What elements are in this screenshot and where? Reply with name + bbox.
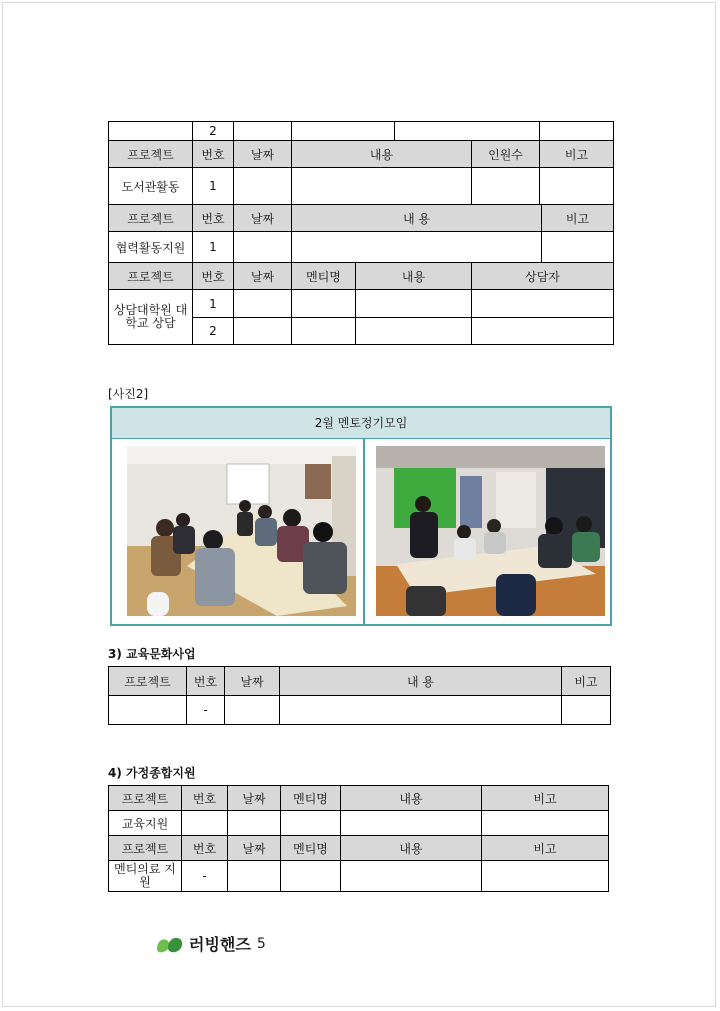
project-name: 도서관활동 xyxy=(109,168,193,205)
table-header-row xyxy=(109,667,611,696)
project-name: 상담대학원 대학교 상담 xyxy=(109,290,193,345)
col-header: 비고 xyxy=(542,205,614,232)
photo-section-label: [사진2] xyxy=(108,387,149,401)
table-cell xyxy=(109,122,193,141)
col-header: 내용 xyxy=(356,263,472,290)
col-header: 날짜 xyxy=(225,667,280,696)
col-header: 번호 xyxy=(193,141,234,168)
col-header: 비고 xyxy=(482,786,609,811)
table-header-row xyxy=(109,263,614,290)
col-header: 프로젝트 xyxy=(109,205,193,232)
col-header: 번호 xyxy=(193,263,234,290)
col-header: 번호 xyxy=(193,205,234,232)
row-number: 2 xyxy=(193,122,234,141)
col-header: 멘티명 xyxy=(281,786,341,811)
col-header: 멘티명 xyxy=(281,836,341,861)
col-header: 번호 xyxy=(182,836,228,861)
meeting-photo-right-image xyxy=(376,446,605,616)
col-header: 내 용 xyxy=(292,205,542,232)
table-header-row xyxy=(109,205,614,232)
photo-divider xyxy=(363,439,365,624)
col-header: 멘티명 xyxy=(292,263,356,290)
table-row xyxy=(109,811,609,836)
col-header: 번호 xyxy=(182,786,228,811)
photo-panel xyxy=(110,406,612,626)
col-header: 내용 xyxy=(292,141,472,168)
project-name: 협력활동지원 xyxy=(109,232,193,263)
table-row xyxy=(109,290,614,318)
hands-logo-icon xyxy=(155,933,185,955)
table-row xyxy=(109,122,614,141)
col-header: 내 용 xyxy=(280,667,562,696)
table-row xyxy=(109,168,614,205)
col-header: 날짜 xyxy=(234,263,292,290)
col-header: 비고 xyxy=(540,141,614,168)
logo-text: 러빙핸즈 xyxy=(189,935,251,954)
meeting-photo-left xyxy=(127,446,356,616)
col-header: 프로젝트 xyxy=(109,263,193,290)
col-header: 날짜 xyxy=(228,786,281,811)
activity-table-top xyxy=(108,121,614,345)
meeting-photo-right xyxy=(376,446,605,616)
table-row xyxy=(109,861,609,892)
meeting-photo-left-image xyxy=(127,446,356,616)
row-number: 1 xyxy=(193,168,234,205)
col-header: 프로젝트 xyxy=(109,667,187,696)
family-section-label: 4) 가정종합지원 xyxy=(108,766,196,780)
col-header: 번호 xyxy=(187,667,225,696)
col-header: 비고 xyxy=(562,667,611,696)
row-number: - xyxy=(187,696,225,725)
table-header-row xyxy=(109,786,609,811)
col-header: 날짜 xyxy=(234,141,292,168)
page-number: 5 xyxy=(256,935,266,952)
table-row xyxy=(109,232,614,263)
table-row xyxy=(109,696,611,725)
project-name: 멘티의료 지원 xyxy=(109,861,182,892)
row-number: 2 xyxy=(193,318,234,345)
edu-section-label: 3) 교육문화사업 xyxy=(108,647,196,661)
col-header: 프로젝트 xyxy=(109,836,182,861)
photo-title: 2월 멘토정기모임 xyxy=(112,408,610,439)
col-header: 비고 xyxy=(482,836,609,861)
row-number: 1 xyxy=(193,290,234,318)
col-header: 프로젝트 xyxy=(109,141,193,168)
col-header: 내용 xyxy=(341,786,482,811)
footer-logo xyxy=(155,932,266,955)
row-number: 1 xyxy=(193,232,234,263)
col-header: 프로젝트 xyxy=(109,786,182,811)
project-name: 교육지원 xyxy=(109,811,182,836)
col-header: 날짜 xyxy=(234,205,292,232)
family-support-table xyxy=(108,785,609,892)
col-header: 내용 xyxy=(341,836,482,861)
row-number: - xyxy=(182,861,228,892)
col-header: 상담자 xyxy=(472,263,614,290)
col-header: 인원수 xyxy=(472,141,540,168)
table-header-row xyxy=(109,141,614,168)
table-header-row xyxy=(109,836,609,861)
edu-culture-table xyxy=(108,666,611,725)
col-header: 날짜 xyxy=(228,836,281,861)
